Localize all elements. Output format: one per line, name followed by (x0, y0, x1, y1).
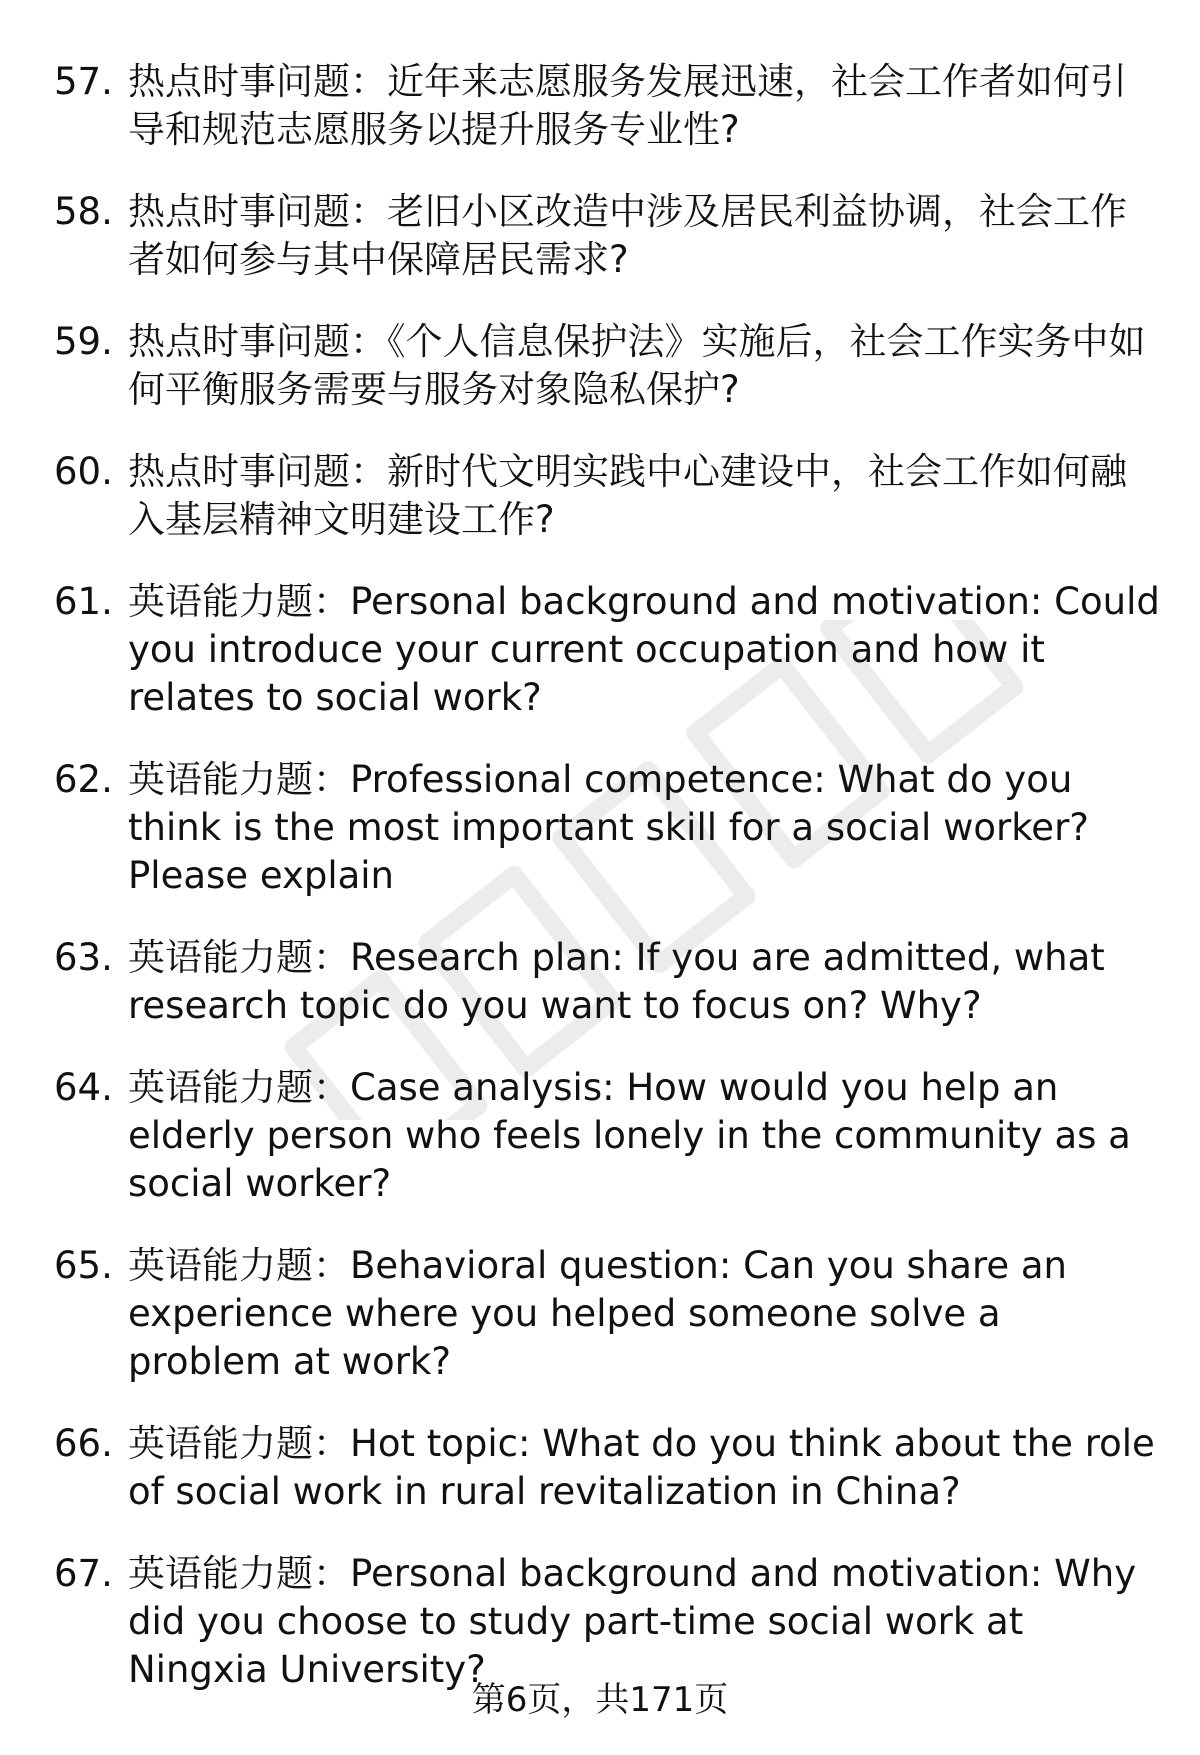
question-item (0, 1550, 1200, 1694)
question-item (0, 756, 1200, 900)
question-number: 67. (54, 1552, 113, 1595)
question-item (0, 58, 1200, 154)
question-number: 58. (54, 190, 113, 233)
question-item (0, 578, 1200, 722)
question-text: 热点时事问题：新时代文明实践中心建设中，社会工作如何融入基层精神文明建设工作? (128, 450, 1127, 541)
question-item (0, 1064, 1200, 1208)
question-number: 59. (54, 320, 113, 363)
question-text: 英语能力题：Research plan: If you are admitted, what research topic do you want to focus on? Why? (128, 936, 1105, 1027)
page-footer: 第6页，共171页 (471, 1680, 729, 1720)
question-text: 英语能力题：Behavioral question: Can you share an experience where you helped someone solve a problem at work? (128, 1244, 1068, 1383)
question-text: 英语能力题：Professional competence: What do you think is the most important skill for a social worker? Please explain (128, 758, 1089, 897)
question-item (0, 448, 1200, 544)
question-number: 64. (54, 1066, 113, 1109)
question-text: 热点时事问题：《个人信息保护法》实施后，社会工作实务中如何平衡服务需要与服务对象隐私保护? (128, 320, 1146, 411)
question-number: 57. (54, 60, 113, 103)
question-number: 66. (54, 1422, 113, 1465)
question-item (0, 188, 1200, 284)
question-list (0, 58, 1200, 1728)
question-item (0, 1242, 1200, 1386)
question-number: 65. (54, 1244, 113, 1287)
question-item (0, 1420, 1200, 1516)
question-item (0, 934, 1200, 1030)
question-text: 英语能力题：Personal background and motivation: Could you introduce your current occupation and how it relates to social work? (128, 580, 1160, 719)
question-text: 英语能力题：Personal background and motivation: Why did you choose to study part-time social work at Ningxia University? (128, 1552, 1137, 1691)
question-text: 热点时事问题：近年来志愿服务发展迅速，社会工作者如何引导和规范志愿服务以提升服务专业性? (128, 60, 1127, 151)
question-text: 英语能力题：Hot topic: What do you think about the role of social work in rural revitalization in China? (128, 1422, 1155, 1513)
question-number: 60. (54, 450, 113, 493)
question-item (0, 318, 1200, 414)
question-number: 61. (54, 580, 113, 623)
question-number: 63. (54, 936, 113, 979)
question-text: 热点时事问题：老旧小区改造中涉及居民利益协调，社会工作者如何参与其中保障居民需求? (128, 190, 1127, 281)
question-number: 62. (54, 758, 113, 801)
question-text: 英语能力题：Case analysis: How would you help an elderly person who feels lonely in the community as a social worker? (128, 1066, 1131, 1205)
